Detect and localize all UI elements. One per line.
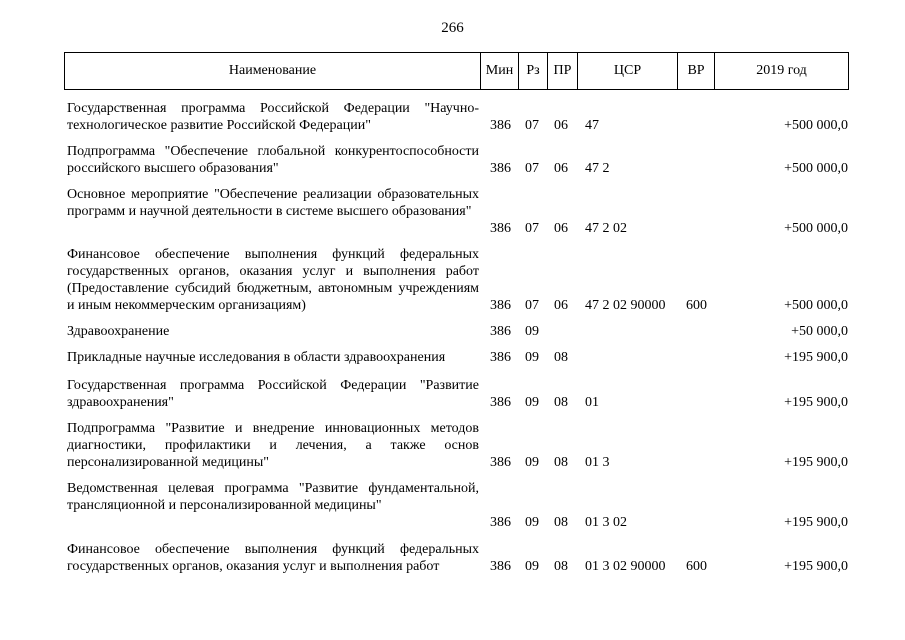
row-rz: 07 xyxy=(525,118,539,133)
page-number: 266 xyxy=(441,20,464,36)
row-pr: 08 xyxy=(554,350,568,365)
row-min: 386 xyxy=(490,324,511,339)
row-min: 386 xyxy=(490,298,511,313)
header-year: 2019 год xyxy=(715,53,849,90)
header-csr: ЦСР xyxy=(578,53,678,90)
row-min: 386 xyxy=(490,221,511,236)
row-min: 386 xyxy=(490,395,511,410)
row-name: Государственная программа Российской Федерации "Научно-технологическое развитие Российской Федерации" xyxy=(67,101,479,133)
row-name: Государственная программа Российской Федерации "Развитие здравоохранения" xyxy=(67,378,479,410)
row-pr: 06 xyxy=(554,161,568,176)
row-csr: 01 xyxy=(585,395,599,410)
row-min: 386 xyxy=(490,559,511,574)
header-vr: ВР xyxy=(678,53,715,90)
row-csr: 47 2 02 xyxy=(585,221,627,236)
header-min: Мин xyxy=(481,53,519,90)
row-rz: 07 xyxy=(525,161,539,176)
row-min: 386 xyxy=(490,350,511,365)
header-name: Наименование xyxy=(65,53,481,90)
row-name: Основное мероприятие "Обеспечение реализации образовательных программ и научной деятельности в системе высшего образования" xyxy=(67,187,479,219)
row-rz: 09 xyxy=(525,350,539,365)
row-rz: 07 xyxy=(525,221,539,236)
row-csr: 01 3 xyxy=(585,455,610,470)
row-vr: 600 xyxy=(686,559,707,574)
header-pr: ПР xyxy=(548,53,578,90)
row-csr: 47 2 02 90000 xyxy=(585,298,666,313)
row-rz: 09 xyxy=(525,324,539,339)
row-amount: +195 900,0 xyxy=(784,515,848,530)
row-amount: +50 000,0 xyxy=(791,324,848,339)
row-amount: +195 900,0 xyxy=(784,455,848,470)
row-amount: +500 000,0 xyxy=(784,221,848,236)
row-name: Здравоохранение xyxy=(67,324,170,339)
row-csr: 47 2 xyxy=(585,161,610,176)
row-rz: 09 xyxy=(525,559,539,574)
row-min: 386 xyxy=(490,455,511,470)
header-rz: Рз xyxy=(519,53,548,90)
row-pr: 06 xyxy=(554,118,568,133)
row-pr: 08 xyxy=(554,559,568,574)
row-csr: 01 3 02 xyxy=(585,515,627,530)
row-rz: 07 xyxy=(525,298,539,313)
row-min: 386 xyxy=(490,161,511,176)
row-min: 386 xyxy=(490,515,511,530)
row-name: Подпрограмма "Развитие и внедрение инновационных методов диагностики, профилактики и лечения, а также основ персонализированной медицины" xyxy=(67,421,479,470)
row-amount: +195 900,0 xyxy=(784,559,848,574)
row-name: Финансовое обеспечение выполнения функций федеральных государственных органов, оказания услуг и выполнения работ xyxy=(67,542,479,574)
row-name: Подпрограмма "Обеспечение глобальной конкурентоспособности российского высшего образования" xyxy=(67,144,479,176)
row-csr: 47 xyxy=(585,118,599,133)
row-name: Ведомственная целевая программа "Развитие фундаментальной, трансляционной и персонализированной медицины" xyxy=(67,481,479,513)
row-name: Прикладные научные исследования в области здравоохранения xyxy=(67,350,446,365)
row-rz: 09 xyxy=(525,455,539,470)
row-amount: +195 900,0 xyxy=(784,350,848,365)
row-rz: 09 xyxy=(525,515,539,530)
row-min: 386 xyxy=(490,118,511,133)
row-pr: 06 xyxy=(554,221,568,236)
row-pr: 08 xyxy=(554,395,568,410)
row-amount: +500 000,0 xyxy=(784,161,848,176)
row-pr: 06 xyxy=(554,298,568,313)
row-name: Финансовое обеспечение выполнения функций федеральных государственных органов, оказания услуг и выполнения работ (Предоставление субсидий бюджетным, автономным учреждениям и иным некоммерческим организациям) xyxy=(67,247,479,313)
row-amount: +195 900,0 xyxy=(784,395,848,410)
row-amount: +500 000,0 xyxy=(784,118,848,133)
row-pr: 08 xyxy=(554,515,568,530)
row-vr: 600 xyxy=(686,298,707,313)
row-rz: 09 xyxy=(525,395,539,410)
row-csr: 01 3 02 90000 xyxy=(585,559,666,574)
row-pr: 08 xyxy=(554,455,568,470)
row-amount: +500 000,0 xyxy=(784,298,848,313)
